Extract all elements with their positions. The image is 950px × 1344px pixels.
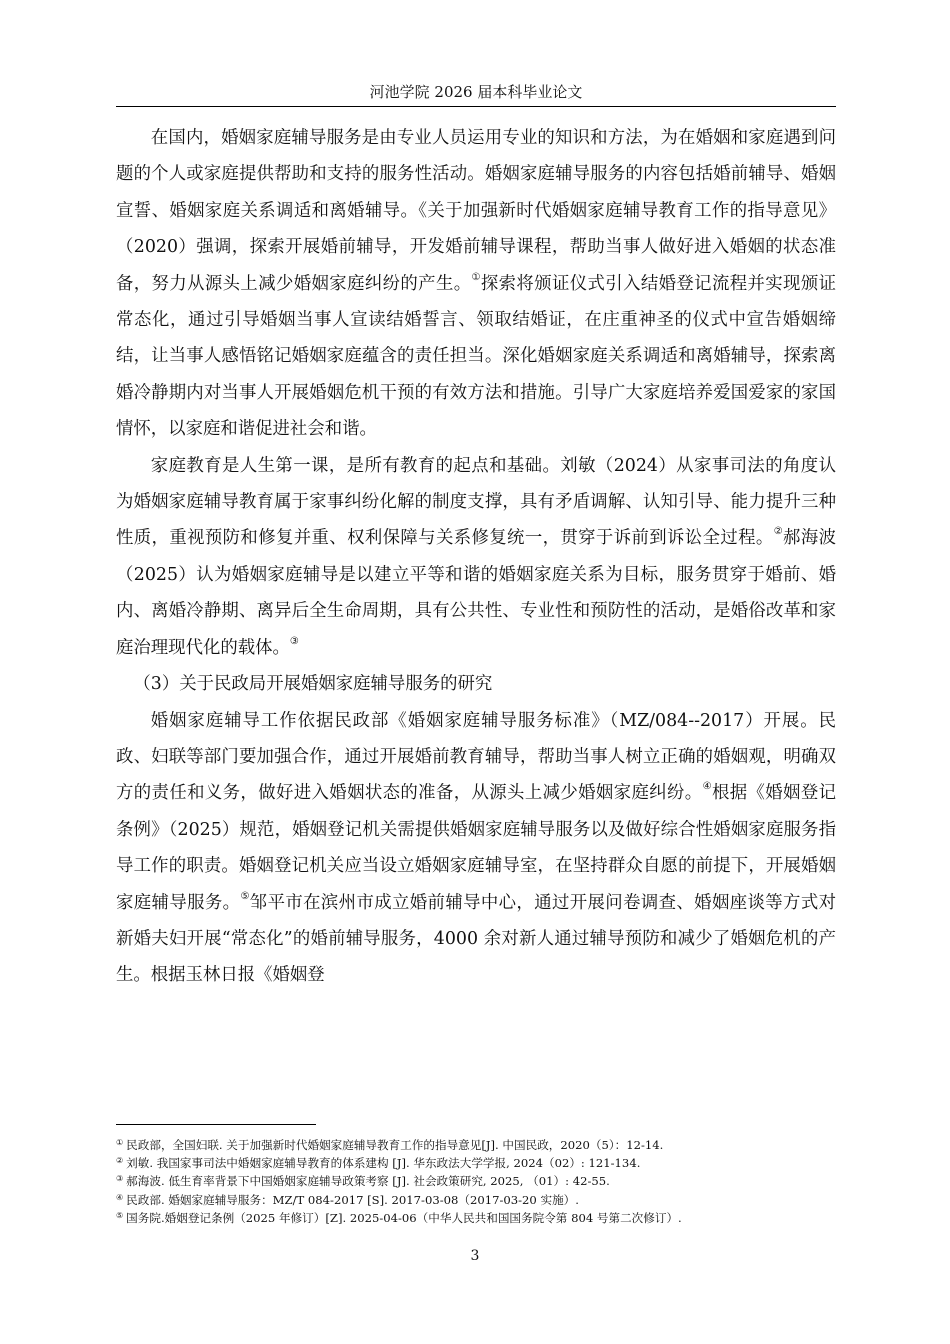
paragraph-3 [116,703,836,994]
paragraph-1 [116,120,836,448]
footnote [116,1209,836,1227]
paragraph-text: 在国内，婚姻家庭辅导服务是由专业人员运用专业的知识和方法，为在婚姻和家庭遇到问题的个人或家庭提供帮助和支持的服务性活动。婚姻家庭辅导服务的内容包括婚前辅导、婚姻宣誓、婚姻家庭关系调适和离婚辅导。《关于加强新时代婚姻家庭辅导教育工作的指导意见》（2020）强调，探索开展婚前辅导，开发婚前辅导课程，帮助当事人做好进入婚姻的状态准备，努力从源头上减少婚姻家庭纠纷的产生。 [116,128,836,294]
page-number: 3 [470,1248,480,1264]
paragraph-text: 婚姻家庭辅导工作依据民政部《婚姻家庭辅导服务标准》（MZ/084--2017）开展。民政、妇联等部门要加强合作，通过开展婚前教育辅导，帮助当事人树立正确的婚姻观，明确双方的责任和义务，做好进入婚姻状态的准备，从源头上减少婚姻家庭纠纷。 [116,710,836,804]
footnote-mark: ② [116,1156,124,1166]
footnote-ref[interactable]: ④ [702,781,712,793]
section-subheading: （3）关于民政局开展婚姻家庭辅导服务的研究 [133,674,493,695]
header-rule [116,106,836,107]
footnote-text: 民政部. 婚姻家庭辅导服务：MZ/T 084-2017 [S]. 2017-03-08（2017-03-20 实施）. [126,1192,579,1207]
footnote-separator [116,1124,316,1125]
footnotes [116,1136,836,1227]
footnote-text: 刘敏. 我国家事司法中婚姻家庭辅导教育的体系建构 [J]. 华东政法大学学报, 2024（02）: 121-134. [126,1156,641,1171]
footnote-mark: ① [116,1138,124,1147]
paragraph-text: 郝海波（2025）认为婚姻家庭辅导是以建立平等和谐的婚姻家庭关系为目标，服务贯穿于婚前、婚内、离婚冷静期、离异后全生命周期，具有公共性、专业性和预防性的活动，是婚俗改革和家庭治理现代化的载体。 [116,528,836,658]
footnote [116,1191,836,1209]
footnote-text: 郝海波. 低生育率背景下中国婚姻家庭辅导政策考察 [J]. 社会政策研究, 2025, （01）: 42-55. [126,1174,610,1189]
footnote-text: 国务院.婚姻登记条例（2025 年修订）[Z]. 2025-04-06（中华人民共和国国务院令第 804 号第二次修订）. [126,1210,682,1225]
footnote-mark: ⑤ [116,1210,124,1220]
footnote-ref[interactable]: ② [773,526,784,538]
paragraph-text: 家庭教育是人生第一课，是所有教育的起点和基础。刘敏（2024）从家事司法的角度认为婚姻家庭辅导教育属于家事纠纷化解的制度支撑，具有矛盾调解、认知引导、能力提升三种性质，重视预防和修复并重、权利保障与关系修复统一，贯穿于诉前到诉讼全过程。 [116,455,836,549]
footnote-ref[interactable]: ⑤ [240,890,250,902]
paragraph-text: 根据《婚姻登记条例》（2025）规范，婚姻登记机关需提供婚姻家庭辅导服务以及做好综合性婚姻家庭服务指导工作的职责。婚姻登记机关应当设立婚姻家庭辅导室，在坚持群众自愿的前提下，开展婚姻家庭辅导服务。 [116,783,836,913]
paragraph-2 [116,448,836,666]
footnote-ref[interactable]: ① [471,271,481,283]
footnote [116,1172,836,1190]
paragraph-text: 探索将颁证仪式引入结婚登记流程并实现颁证常态化，通过引导婚姻当事人宣读结婚誓言、领取结婚证，在庄重神圣的仪式中宣告婚姻缔结，让当事人感悟铭记婚姻家庭蕴含的责任担当。深化婚姻家庭关系调适和离婚辅导，探索离婚冷静期内对当事人开展婚姻危机干预的有效方法和措施。引导广大家庭培养爱国爱家的家国情怀，以家庭和谐促进社会和谐。 [116,273,836,440]
paragraph-text: 邹平市在滨州市成立婚前辅导中心，通过开展问卷调查、婚姻座谈等方式对新婚夫妇开展“常态化”的婚前辅导服务，4000 余对新人通过辅导预防和减少了婚姻危机的产生。根据玉林日报《婚姻登 [116,892,836,986]
footnote-text: 民政部，全国妇联. 关于加强新时代婚姻家庭辅导教育工作的指导意见[J]. 中国民政，2020（5）：12-14. [126,1138,664,1152]
footnote-mark: ④ [116,1192,124,1202]
running-header: 河池学院 2026 届本科毕业论文 [369,83,583,101]
footnote-ref[interactable]: ③ [289,635,299,647]
body-text [116,120,836,994]
footnote [116,1136,836,1154]
footnote-mark: ③ [116,1174,124,1184]
footnote [116,1154,836,1172]
